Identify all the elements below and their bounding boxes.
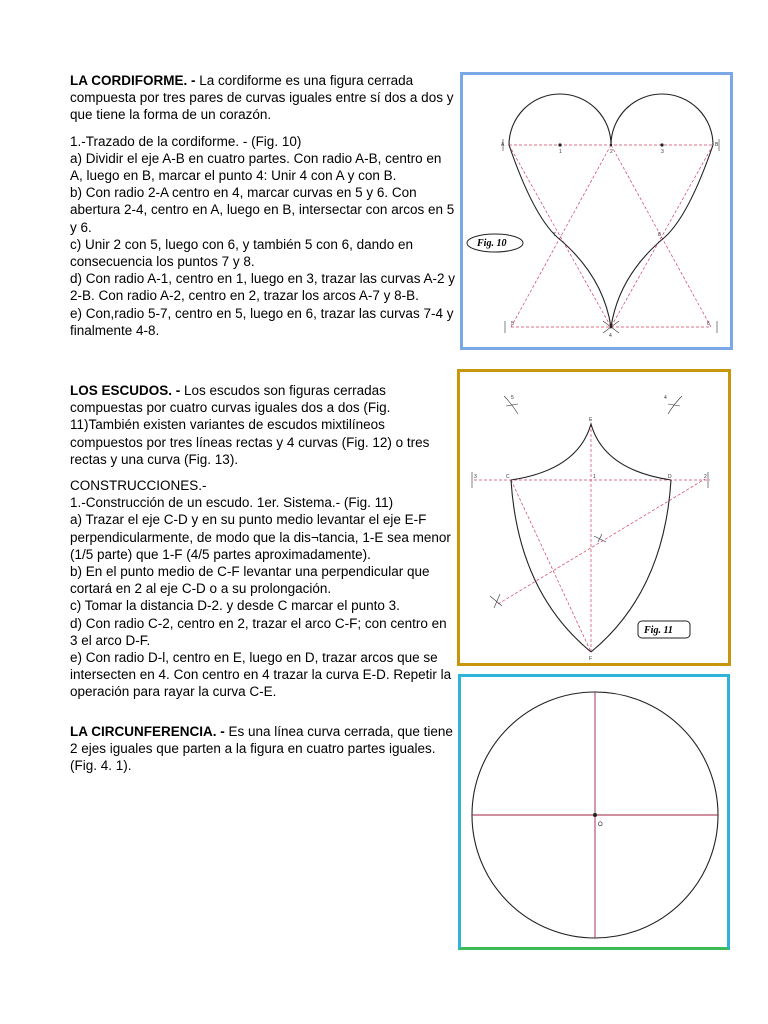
escudos-intro: LOS ESCUDOS. - Los escudos son figuras cerradas compuestas por cuatro curvas iguales dos a dos (Fig. 11)También existen variantes de escudos mixtilíneos compuestos por tres líneas rectas y 4 curvas (Fig. 12) o tres rectas y una curva (Fig. 13). xyxy=(70,383,430,467)
svg-text:Fig. 11: Fig. 11 xyxy=(644,625,673,636)
fig12-frame xyxy=(458,674,730,950)
cordiforme-line: b) Con radio 2-A centro en 4, marcar curvas en 5 y 6. Con abertura 2-4, centro en A, luego en B, intersectar con arcos en 5 y 6. xyxy=(70,185,455,235)
escudos-section xyxy=(70,382,455,701)
point-5: 5 xyxy=(511,395,514,401)
point-2: 2 xyxy=(610,149,613,155)
fig11-label xyxy=(638,621,690,638)
cordiforme-line: a) Dividir el eje A-B en cuatro partes. Con radio A-B, centro en A, luego en B, marcar el punto 4: Unir 4 con A y con B. xyxy=(70,150,442,184)
point-3: 3 xyxy=(474,474,477,480)
point-e: E xyxy=(589,417,593,423)
cordiforme-line: d) Con radio A-1, centro en 1, luego en 3, trazar las curvas A-2 y 2-B. Con radio A-2, centro en 2, trazar los arcos A-7 y 8-B. xyxy=(70,271,455,304)
circunferencia-intro: LA CIRCUNFERENCIA. - Es una línea curva cerrada, que tiene 2 ejes iguales que parten a la figura en cuatro partes iguales. (Fig. 4. 1). xyxy=(70,724,453,774)
escudos-title: LOS ESCUDOS. - xyxy=(70,383,181,398)
point-1: 1 xyxy=(559,149,562,155)
circunferencia-diagram xyxy=(461,677,727,947)
cordiforme-diagram xyxy=(463,75,730,347)
cordiforme-line: e) Con,radio 5-7, centro en 5, luego en 6, trazar las curvas 7-4 y finalmente 4-8. xyxy=(70,305,454,338)
point-4: 4 xyxy=(664,395,667,401)
circunferencia-section xyxy=(70,723,455,775)
point-6: 6 xyxy=(707,321,710,327)
point-5: 5 xyxy=(511,321,514,327)
cordiforme-section xyxy=(70,72,455,339)
fig10-frame xyxy=(460,72,733,350)
point-7: 7 xyxy=(553,232,556,238)
cordiforme-line: c) Unir 2 con 5, luego con 6, y también 5 con 6, dando en consecuencia los puntos 7 y 8. xyxy=(70,236,413,270)
point-a: A xyxy=(501,142,505,148)
escudos-line: b) En el punto medio de C-F levantar una perpendicular que cortará en 2 al eje C-D o a su prolongación. xyxy=(70,564,430,597)
escudos-line: e) Con radio D-l, centro en E, luego en D, trazar arcos que se intersecten en 4. Con centro en 4 trazar la curva E-D. Repetir la operación para rayar la curva C-E. xyxy=(70,650,452,700)
point-1: 1 xyxy=(593,474,596,480)
svg-text:Fig. 10: Fig. 10 xyxy=(477,238,507,249)
escudo-diagram xyxy=(460,372,728,663)
point-c: C xyxy=(506,474,510,480)
fig10-label xyxy=(467,234,523,252)
escudos-line: d) Con radio C-2, centro en 2, trazar el arco C-F; con centro en 3 el arco D-F. xyxy=(70,615,447,648)
point-3: 3 xyxy=(661,149,664,155)
fig11-frame xyxy=(457,369,731,666)
center-point xyxy=(593,813,597,817)
cordiforme-line: 1.-Trazado de la cordiforme. - (Fig. 10) xyxy=(70,133,302,149)
point-o: O xyxy=(598,822,603,828)
cordiforme-intro: LA CORDIFORME. - La cordiforme es una figura cerrada compuesta por tres pares de curvas iguales entre sí dos a dos y que tiene la forma de un corazón. xyxy=(70,73,454,123)
escudos-line: a) Trazar el eje C-D y en su punto medio levantar el eje E-F perpendicularmente, de modo que la dis¬tancia, 1-E sea menor (1/5 parte) que 1-F (4/5 partes aproximadamente). xyxy=(70,512,451,562)
point-2: 2 xyxy=(704,474,707,480)
circunferencia-title: LA CIRCUNFERENCIA. - xyxy=(70,724,225,739)
escudos-line: CONSTRUCCIONES.- xyxy=(70,478,207,494)
point-b: B xyxy=(715,142,719,148)
escudos-line: c) Tomar la distancia D-2. y desde C marcar el punto 3. xyxy=(70,598,400,614)
point-4: 4 xyxy=(609,333,612,339)
point-8: 8 xyxy=(658,232,661,238)
point-f: F xyxy=(589,656,593,662)
cordiforme-title: LA CORDIFORME. - xyxy=(70,73,196,88)
point-d: D xyxy=(668,474,672,480)
escudos-line: 1.-Construcción de un escudo. 1er. Sistema.- (Fig. 11) xyxy=(70,495,394,511)
